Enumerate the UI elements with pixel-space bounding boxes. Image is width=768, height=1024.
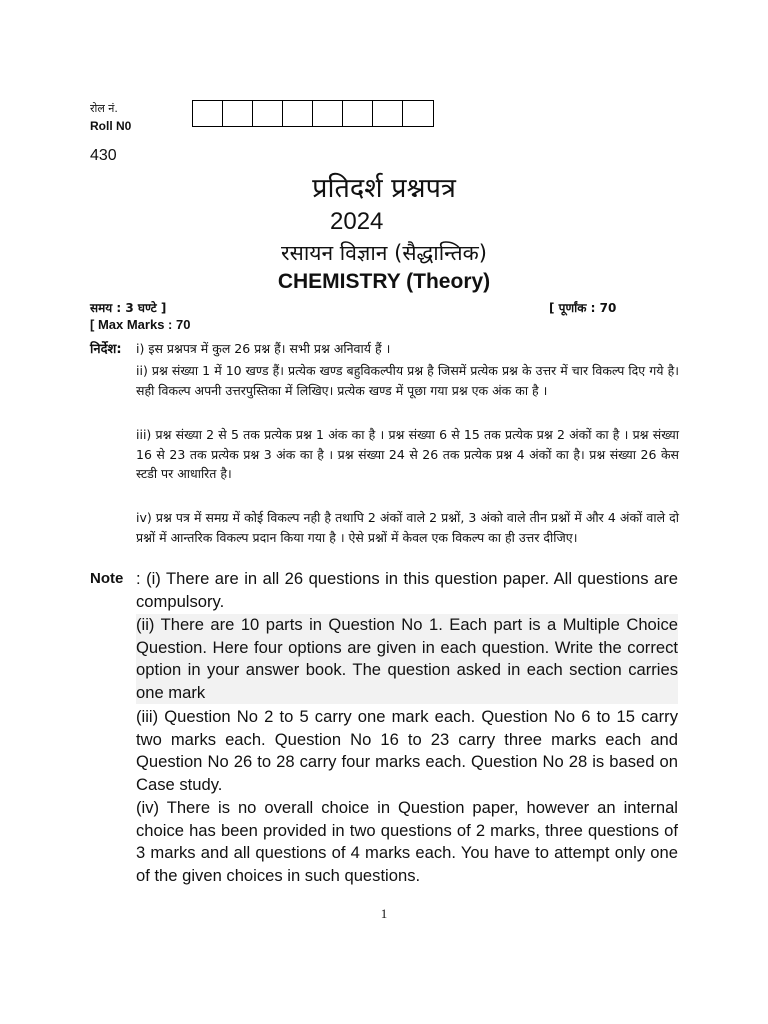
- roll-number-box: [373, 101, 403, 126]
- roll-number-box: [403, 101, 433, 126]
- instruction-hindi-item: iii) प्रश्न संख्या 2 से 5 तक प्रत्येक प्रश्न 1 अंक का है । प्रश्न संख्या 6 से 15 तक प्रत्येक प्रश्न 2 अंकों का है । प्रश्न संख्या 16 से 23 तक प्रत्येक प्रश्न 3 अंक का है । प्रश्न संख्या 24 से 26 तक प्रत्येक प्रश्न 4 अंकों का है। प्रश्न संख्या 26 केस स्टडी पर आधारित है।: [136, 427, 679, 481]
- instruction-hindi-item: ii) प्रश्न संख्या 1 में 10 खण्ड हैं। प्रत्येक खण्ड बहुविकल्पीय प्रश्न है जिसमें प्रत्येक प्रश्न के उत्तर में चार विकल्प दिए गये है। सही विकल्प अपनी उत्तरपुस्तिका में लिखिए। प्रत्येक खण्ड में पूछा गया प्रश्न एक अंक का है ।: [136, 363, 679, 398]
- roll-number-box: [193, 101, 223, 126]
- exam-duration: समय : 3 घण्टे ]: [90, 301, 167, 315]
- roll-number-box: [283, 101, 313, 126]
- instruction-hindi-item: i) इस प्रश्नपत्र में कुल 26 प्रश्न हैं। सभी प्रश्न अनिवार्य हैं ।: [136, 341, 391, 356]
- instruction-item: (ii) There are 10 parts in Question No 1. Each part is a Multiple Choice Question. Here four options are given in each question. Write the correct option in your answer book. The question asked in each section carries one mark: [136, 614, 678, 704]
- page-number: 1: [380, 906, 388, 921]
- roll-number-box: [253, 101, 283, 126]
- instructions-label-hindi: निर्देश:: [90, 342, 122, 357]
- instruction-hindi-item: iv) प्रश्न पत्र में समग्र में कोई विकल्प नही है तथापि 2 अंकों वाले 2 प्रश्नों, 3 अंको वाले तीन प्रश्नों में और 4 अंकों वाले दो प्रश्नों में आन्तरिक विकल्प प्रदान किया गया है । ऐसे प्रश्नों में केवल एक विकल्प का ही उत्तर दीजिए।: [136, 510, 679, 545]
- total-marks-hindi: [ पूर्णांक : 70: [549, 301, 617, 315]
- roll-number-box: [223, 101, 253, 126]
- subject-title: CHEMISTRY (Theory): [277, 270, 491, 293]
- paper-year: 2024: [330, 208, 384, 235]
- roll-number-label-hindi: रोल नं.: [90, 102, 118, 115]
- roll-number-boxes: [192, 100, 434, 127]
- instruction-item: : (i) There are in all 26 questions in this question paper. All questions are compulsory.: [136, 569, 678, 611]
- paper-title-hindi: प्रतिदर्श प्रश्नपत्र: [312, 173, 456, 204]
- instruction-item: (iii) Question No 2 to 5 carry one mark each. Question No 6 to 15 carry two marks each. Question No 16 to 23 carry three marks each and Question No 26 to 28 carry four marks each. Question No 28 is based on Case study.: [136, 707, 678, 794]
- roll-number-box: [313, 101, 343, 126]
- note-label: Note: [90, 570, 124, 587]
- subject-title-hindi: रसायन विज्ञान (सैद्धान्तिक): [281, 241, 487, 265]
- instruction-item: (iv) There is no overall choice in Question paper, however an internal choice has been provided in two questions of 2 marks, three questions of 3 marks and all questions of 4 marks each. You have to attempt only one of the given choices in such questions.: [136, 798, 678, 885]
- roll-number-box: [343, 101, 373, 126]
- paper-code: 430: [90, 147, 117, 164]
- max-marks: [ Max Marks : 70: [90, 317, 191, 332]
- roll-number-label: Roll N0: [90, 119, 132, 133]
